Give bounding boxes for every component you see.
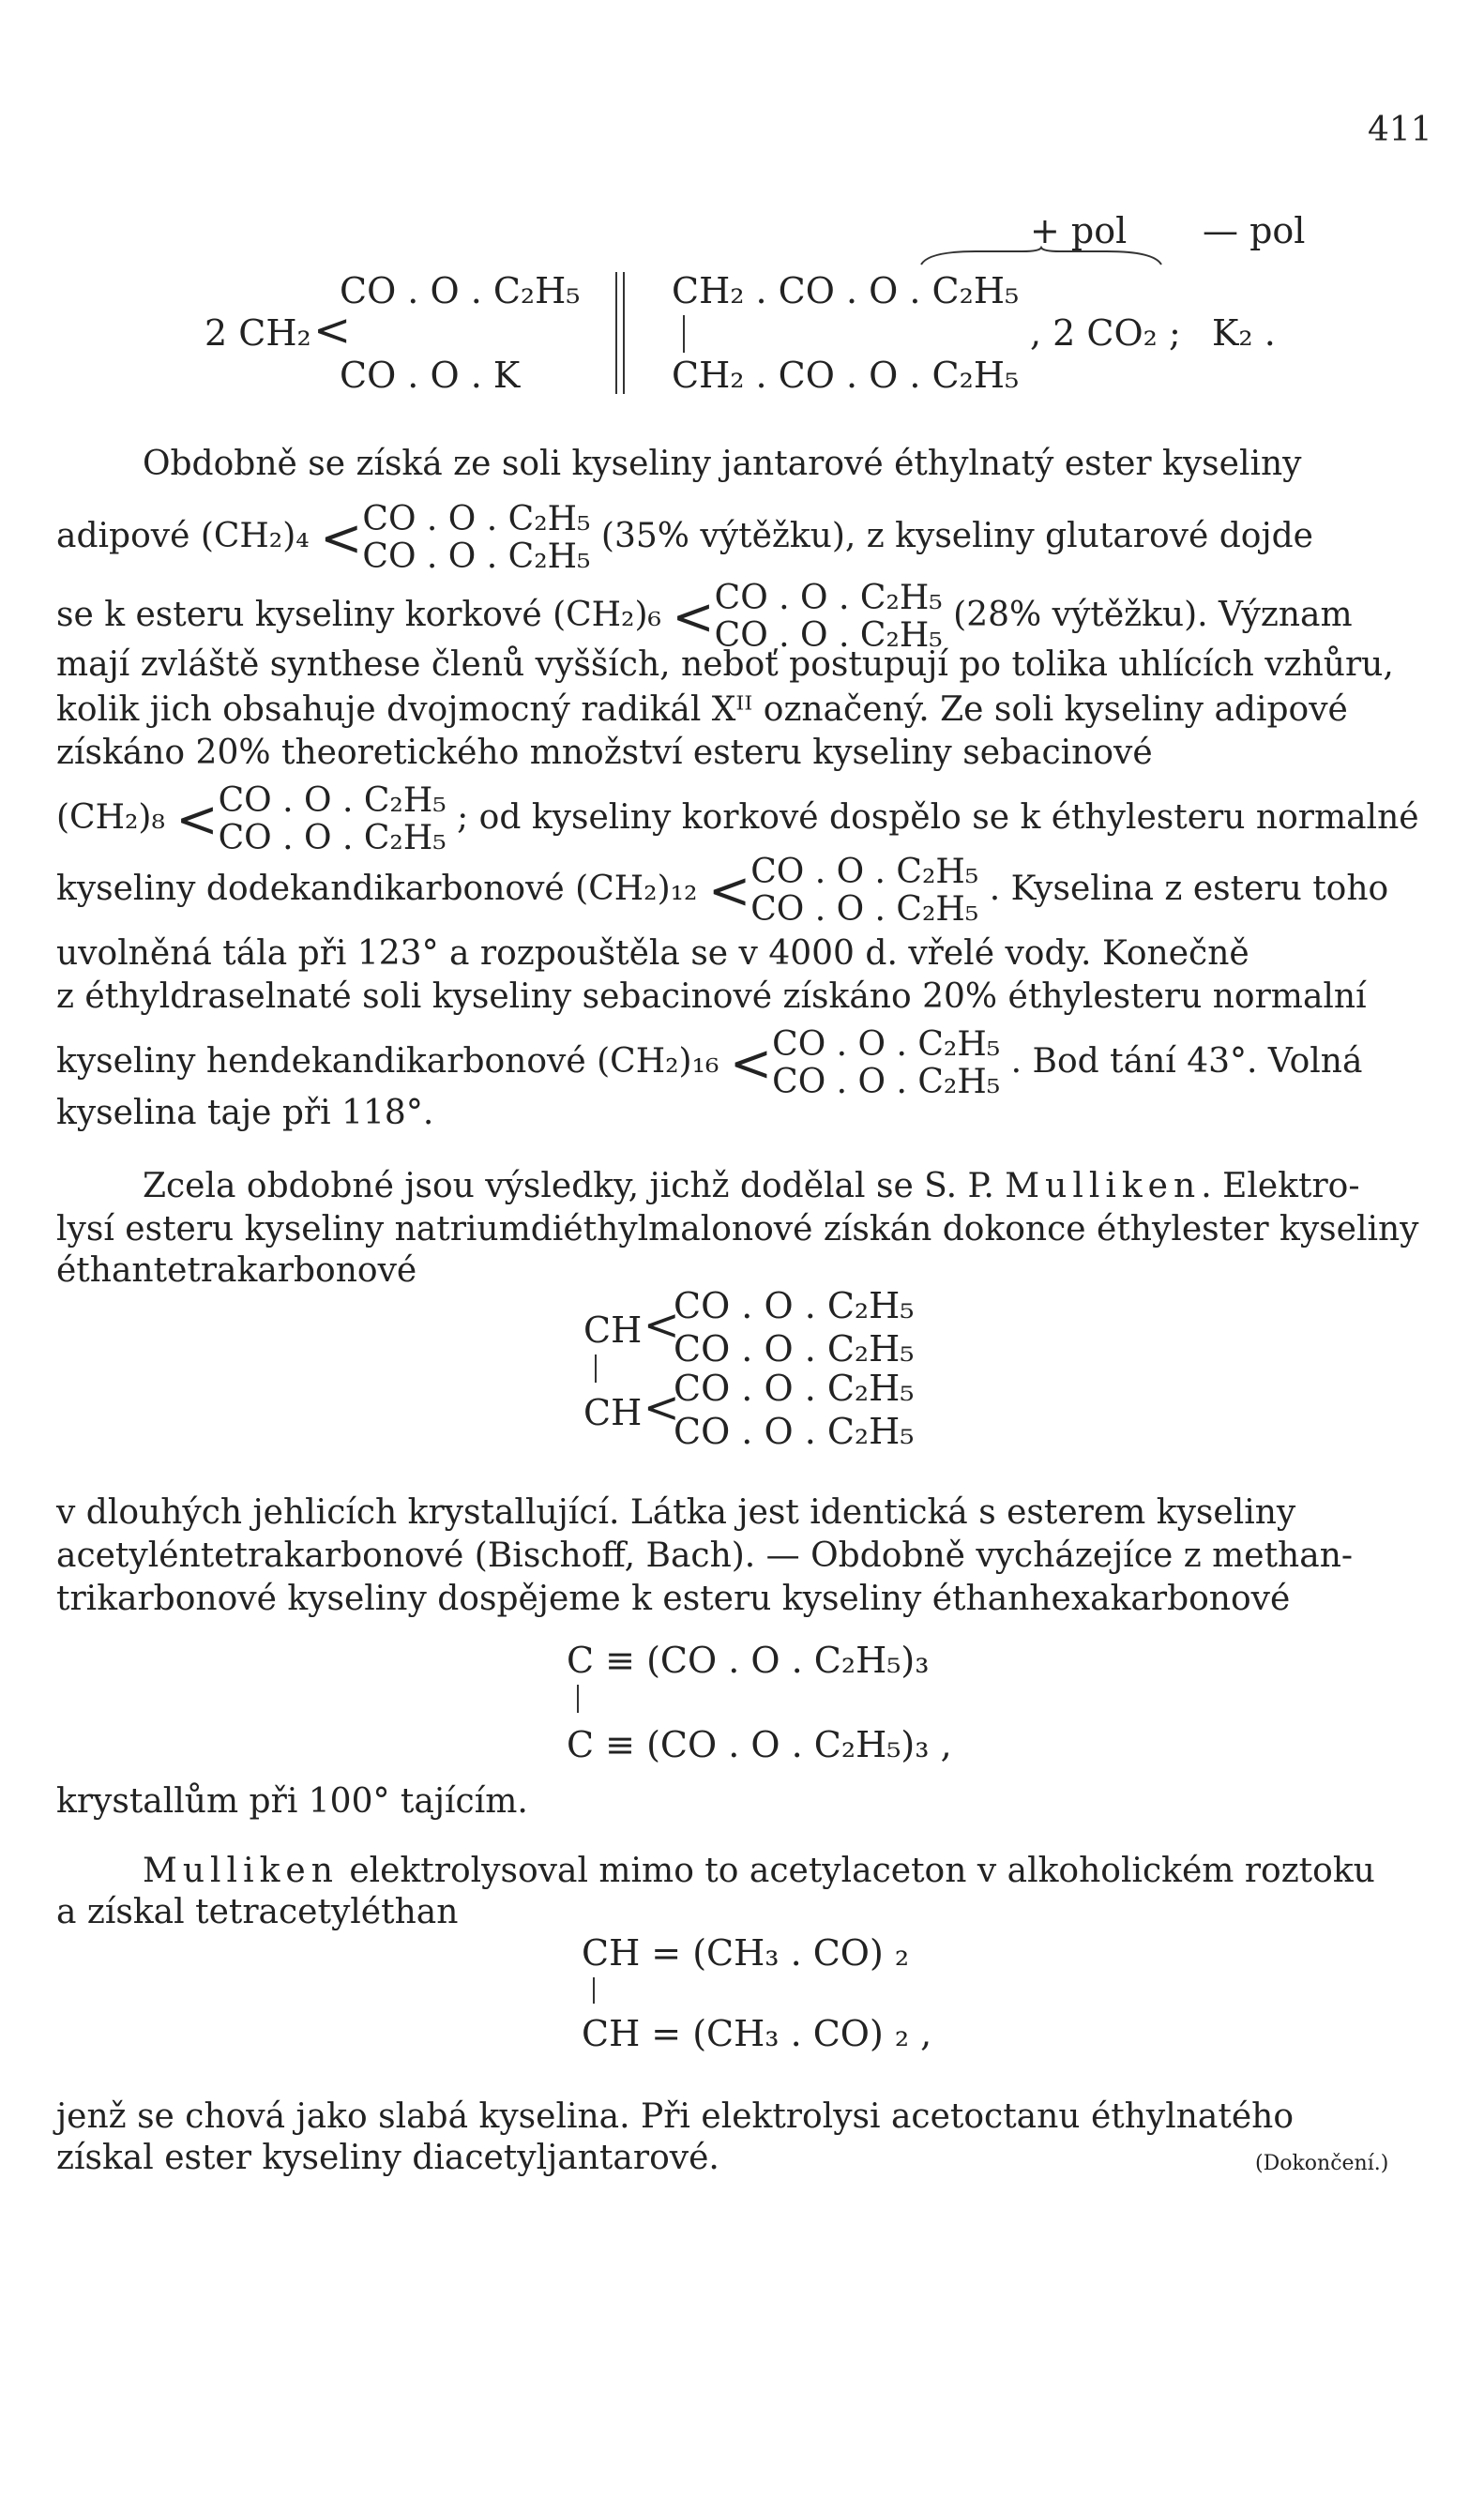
f2-top-a: CO . O . C₂H₅ — [674, 1285, 915, 1326]
product-co2: , 2 CO₂ ; — [1030, 312, 1181, 354]
p5-line-1: jenž se chová jako slabá kyselina. Při elektrolysi acetoctanu éthylnatého — [56, 2097, 1295, 2136]
product-k: K₂ . — [1212, 312, 1276, 354]
branch-bracket: < — [313, 304, 352, 356]
pol-minus: — pol — [1203, 210, 1306, 251]
pol-plus: + pol — [1030, 210, 1128, 251]
p1-l11-f1: CO . O . C₂H₅ — [772, 1025, 1001, 1064]
p1-l7-formula — [219, 782, 447, 857]
p1-l2-f1: CO . O . C₂H₅ — [362, 500, 591, 538]
p4-line-1 — [143, 1852, 1375, 1890]
p1-l7-f2: CO . O . C₂H₅ — [218, 819, 447, 857]
branch-bracket: < — [707, 861, 751, 920]
p3-line-2: acetyléntetrakarbonové (Bischoff, Bach). — Obdobně vycházejíce z methan- — [56, 1536, 1354, 1575]
p1-line-6: získáno 20% theoretického množství esteru kyseliny sebacinové — [56, 734, 1153, 772]
p1-l8-f1: CO . O . C₂H₅ — [750, 853, 979, 891]
p2-line-3: éthantetrakarbonové — [56, 1251, 417, 1290]
p1-l8-f2: CO . O . C₂H₅ — [750, 890, 979, 929]
f3-top: C ≡ (CO . O . C₂H₅)₃ — [567, 1640, 930, 1681]
p1-l11-f2: CO . O . C₂H₅ — [772, 1063, 1001, 1101]
p1-l11-b: . Bod tání 43°. Volná — [1010, 1042, 1363, 1081]
p3-end-line: krystallům při 100° tajícím. — [56, 1782, 528, 1821]
p1-line-10: z éthyldraselnaté soli kyseliny sebacinové získáno 20% éthylesteru normalní — [56, 977, 1367, 1016]
p1-l7-b: ; od kyseliny korkové dospělo se k éthylesteru normalné — [457, 798, 1419, 837]
separator-bar-1 — [615, 272, 617, 394]
p1-l3-b: (28% výtěžku). Význam — [953, 596, 1353, 634]
p3-line-3: trikarbonové kyseliny dospějeme k esteru kyseliny éthanhexakarbonové — [56, 1580, 1291, 1618]
p1-l3-f1: CO . O . C₂H₅ — [714, 579, 943, 617]
product-top: CH₂ . CO . O . C₂H₅ — [672, 270, 1020, 311]
p1-line-12: kyselina taje při 118°. — [56, 1094, 434, 1132]
author-name: Mulliken — [143, 1852, 339, 1890]
f4-bond — [593, 1977, 595, 2004]
f4-bottom: CH = (CH₃ . CO) ₂ , — [582, 2013, 932, 2054]
p1-line-11 — [56, 1026, 1362, 1101]
f2-bot-b: CO . O . C₂H₅ — [674, 1411, 915, 1452]
f2-bond — [595, 1354, 597, 1383]
branch-bracket: < — [672, 587, 715, 646]
p1-l11-formula — [772, 1026, 1000, 1101]
page-number: 411 — [1368, 111, 1432, 149]
p1-line-4: mají zvláště synthese členů vyšších, neboť postupují po tolika uhlících vzhůru, — [56, 645, 1394, 684]
p1-line-2 — [56, 501, 1313, 576]
p1-l3-a: se k esteru kyseliny korkové (CH₂)₆ — [56, 596, 661, 634]
p1-line-9: uvolněná tála při 123° a rozpouštěla se v 4000 d. vřelé vody. Konečně — [56, 934, 1249, 973]
reactant-top: CO . O . C₂H₅ — [340, 270, 581, 311]
product-bottom: CH₂ . CO . O . C₂H₅ — [672, 355, 1020, 396]
p5-line-2: získal ester kyseliny diacetyljantarové. — [56, 2139, 719, 2177]
f3-bond — [577, 1685, 579, 1713]
branch-bracket: < — [644, 1299, 680, 1350]
p1-line-5: kolik jich obsahuje dvojmocný radikál Xᴵᴵ označený. Ze soli kyseliny adipové — [56, 690, 1348, 729]
author-name: Mulliken — [1005, 1167, 1202, 1205]
p1-l3-f2: CO . O . C₂H₅ — [714, 616, 943, 655]
p1-l2-a: adipové (CH₂)₄ — [56, 517, 310, 555]
f2-top-b: CO . O . C₂H₅ — [674, 1328, 915, 1370]
branch-bracket: < — [320, 508, 363, 568]
p2-l1-a: Zcela obdobné jsou výsledky, jichž dodělal se S. P. — [143, 1167, 994, 1205]
p1-line-3 — [56, 580, 1353, 655]
f2-bot-a: CO . O . C₂H₅ — [674, 1368, 915, 1409]
p1-l2-formula — [362, 501, 590, 576]
p3-line-1: v dlouhých jehlicích krystallující. Látka jest identická s esterem kyseliny — [56, 1493, 1296, 1532]
p4-l1-b: elektrolysoval mimo to acetylaceton v alkoholickém roztoku — [349, 1852, 1375, 1890]
p1-l8-b: . Kyselina z esteru toho — [989, 870, 1389, 908]
bond-bar — [683, 315, 685, 353]
p1-l2-f2: CO . O . C₂H₅ — [362, 537, 591, 576]
p2-line-2: lysí esteru kyseliny natriumdiéthylmalonové získán dokonce éthylester kyseliny — [56, 1210, 1419, 1248]
separator-bar-2 — [623, 272, 625, 394]
p1-l8-formula — [750, 854, 978, 929]
p1-line-7 — [56, 782, 1419, 857]
f3-bottom: C ≡ (CO . O . C₂H₅)₃ , — [567, 1724, 952, 1765]
continued-note: (Dokončení.) — [1255, 2152, 1389, 2175]
branch-bracket: < — [644, 1382, 680, 1432]
f4-top: CH = (CH₃ . CO) ₂ — [582, 1932, 910, 1974]
f2-ch-top: CH — [583, 1309, 643, 1351]
branch-bracket: < — [729, 1034, 773, 1093]
p1-l7-a: (CH₂)₈ — [56, 798, 165, 837]
f2-ch-bottom: CH — [583, 1392, 643, 1433]
p2-l1-b: . Elektro- — [1201, 1167, 1360, 1205]
p1-l8-a: kyseliny dodekandikarbonové (CH₂)₁₂ — [56, 870, 698, 908]
p1-l11-a: kyseliny hendekandikarbonové (CH₂)₁₆ — [56, 1042, 719, 1081]
reactant-prefix: 2 CH₂ — [204, 312, 311, 354]
p1-line-8 — [56, 854, 1388, 929]
reactant-bottom: CO . O . K — [340, 355, 521, 396]
p1-l2-b: (35% výtěžku), z kyseliny glutarové dojde — [600, 517, 1313, 555]
p1-l3-formula — [715, 580, 943, 655]
p1-line-1: Obdobně se získá ze soli kyseliny jantarové éthylnatý ester kyseliny — [143, 445, 1302, 483]
p1-l7-f1: CO . O . C₂H₅ — [218, 781, 447, 820]
p4-line-2: a získal tetracetyléthan — [56, 1893, 459, 1931]
p2-line-1 — [143, 1167, 1360, 1205]
branch-bracket: < — [175, 790, 219, 849]
